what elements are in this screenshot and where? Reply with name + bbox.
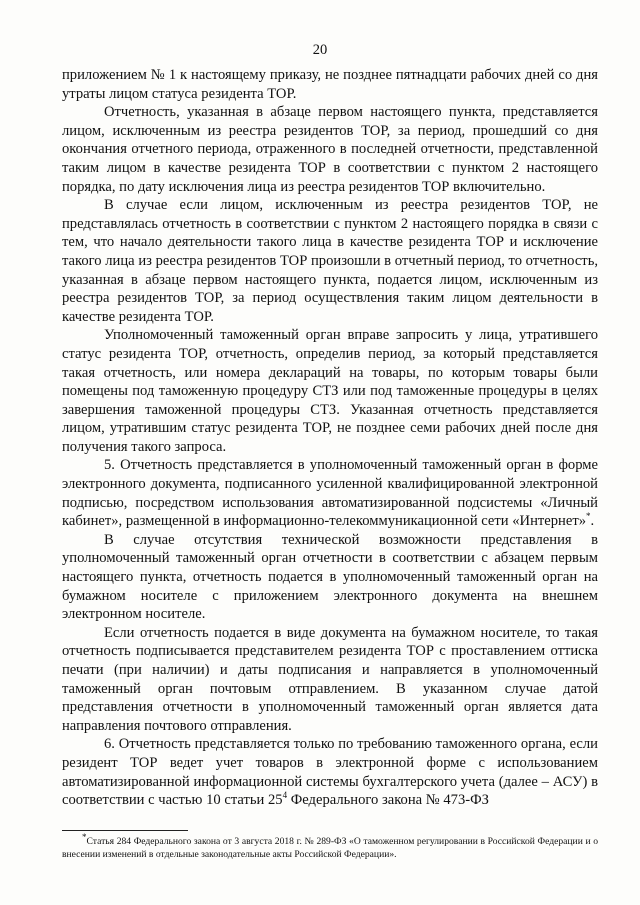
footnote-text: Статья 284 Федерального закона от 3 августа 2018 г. № 289-ФЗ «О таможенном регулировании в Российской Федерации и о внесении изменений в отдельные законодательные акты Российской Федерации». — [62, 836, 598, 860]
item-6-text: 6. Отчетность представляется только по требованию таможенного органа, если резидент ТОР ведет учет товаров в электронной форме с использованием автоматизированной информационной системы бухгалтерского учета (далее – АСУ) в соответствии с частью 10 статьи 25 — [62, 736, 598, 809]
paragraph-no-reporting-case: В случае если лицом, исключенным из реестра резидентов ТОР, не представлялась отчетность в соответствии с пунктом 2 настоящего порядка в связи с тем, что начало деятельности такого лица в качестве резидента ТОР и исключение такого лица из реестра резидентов ТОР произошли в отчетный период, то отчетность, указанная в абзаце первом настоящего пункта, подается лицом, исключенным из реестра резидентов ТОР, за период осуществления таким лицом деятельности в качестве резидента ТОР. — [62, 197, 598, 325]
page-number: 20 — [312, 42, 328, 58]
paragraph-no-technical-possibility: В случае отсутствия технической возможности представления в уполномоченный таможенный орган отчетности в соответствии с абзацем первым настоящего пункта, отчетность подается в уполномоченный таможенный орган на бумажном носителе с приложением электронного документа на внешнем электронном носителе. — [62, 531, 598, 623]
article-superscript: 4 — [282, 790, 288, 801]
body-text — [62, 66, 598, 810]
paragraph-period-reporting: Отчетность, указанная в абзаце первом настоящего пункта, представляется лицом, исключенным из реестра резидентов ТОР, за период, прошедший со дня окончания отчетного периода, отраженного в последней отчетности, представленной таким лицом в качестве резидента ТОР в соответствии с пунктом 2 настоящего порядка, по дату исключения лица из реестра резидентов ТОР включительно. — [62, 104, 598, 195]
footnote-marker: * — [82, 831, 87, 842]
paragraph-item-6 — [62, 735, 598, 809]
paragraph-customs-request: Уполномоченный таможенный орган вправе запросить у лица, утратившего статус резидента ТОР, отчетность, определив период, за который представляется такая отчетность, или номера деклараций на товары, по которым товары были помещены под таможенную процедуру СТЗ или под таможенные процедуры в целях завершения таможенной процедуры СТЗ. Указанная отчетность представляется лицом, утратившим статус резидента ТОР, не позднее семи рабочих дней после дня получения такого запроса. — [62, 327, 598, 455]
item-5-text: 5. Отчетность представляется в уполномоченный таможенный орган в форме электронного документа, подписанного усиленной квалифицированной электронной подписью, посредством использования автоматизированной подсистемы «Личный кабинет», размещенной в информационно-телекоммуникационной сети «Интернет» — [62, 457, 598, 530]
paragraph-continuation: приложением № 1 к настоящему приказу, не позднее пятнадцати рабочих дней со дня утраты лицом статуса резидента ТОР. — [62, 67, 598, 102]
footnote-divider — [62, 830, 188, 831]
item-6-law-ref: Федерального закона № 473-ФЗ — [290, 792, 489, 809]
paragraph-paper-submission: Если отчетность подается в виде документа на бумажном носителе, то такая отчетность подписывается представителем резидента ТОР с проставлением оттиска печати (при наличии) и даты подписания и направляется в уполномоченный таможенный орган почтовым отправлением. В указанном случае датой представления отчетности в уполномоченный таможенный орган является дата направления почтового отправления. — [62, 624, 598, 734]
footnote — [62, 831, 598, 861]
footnote-reference-marker: * — [586, 511, 591, 522]
paragraph-item-5: 5. Отчетность представляется в уполномоченный таможенный орган в форме электронного документа, подписанного усиленной квалифицированной электронной подписью, посредством использования автоматизированной подсистемы «Личный кабинет», размещенной в информационно-телекоммуникационной сети «Интернет»*. — [62, 457, 598, 530]
